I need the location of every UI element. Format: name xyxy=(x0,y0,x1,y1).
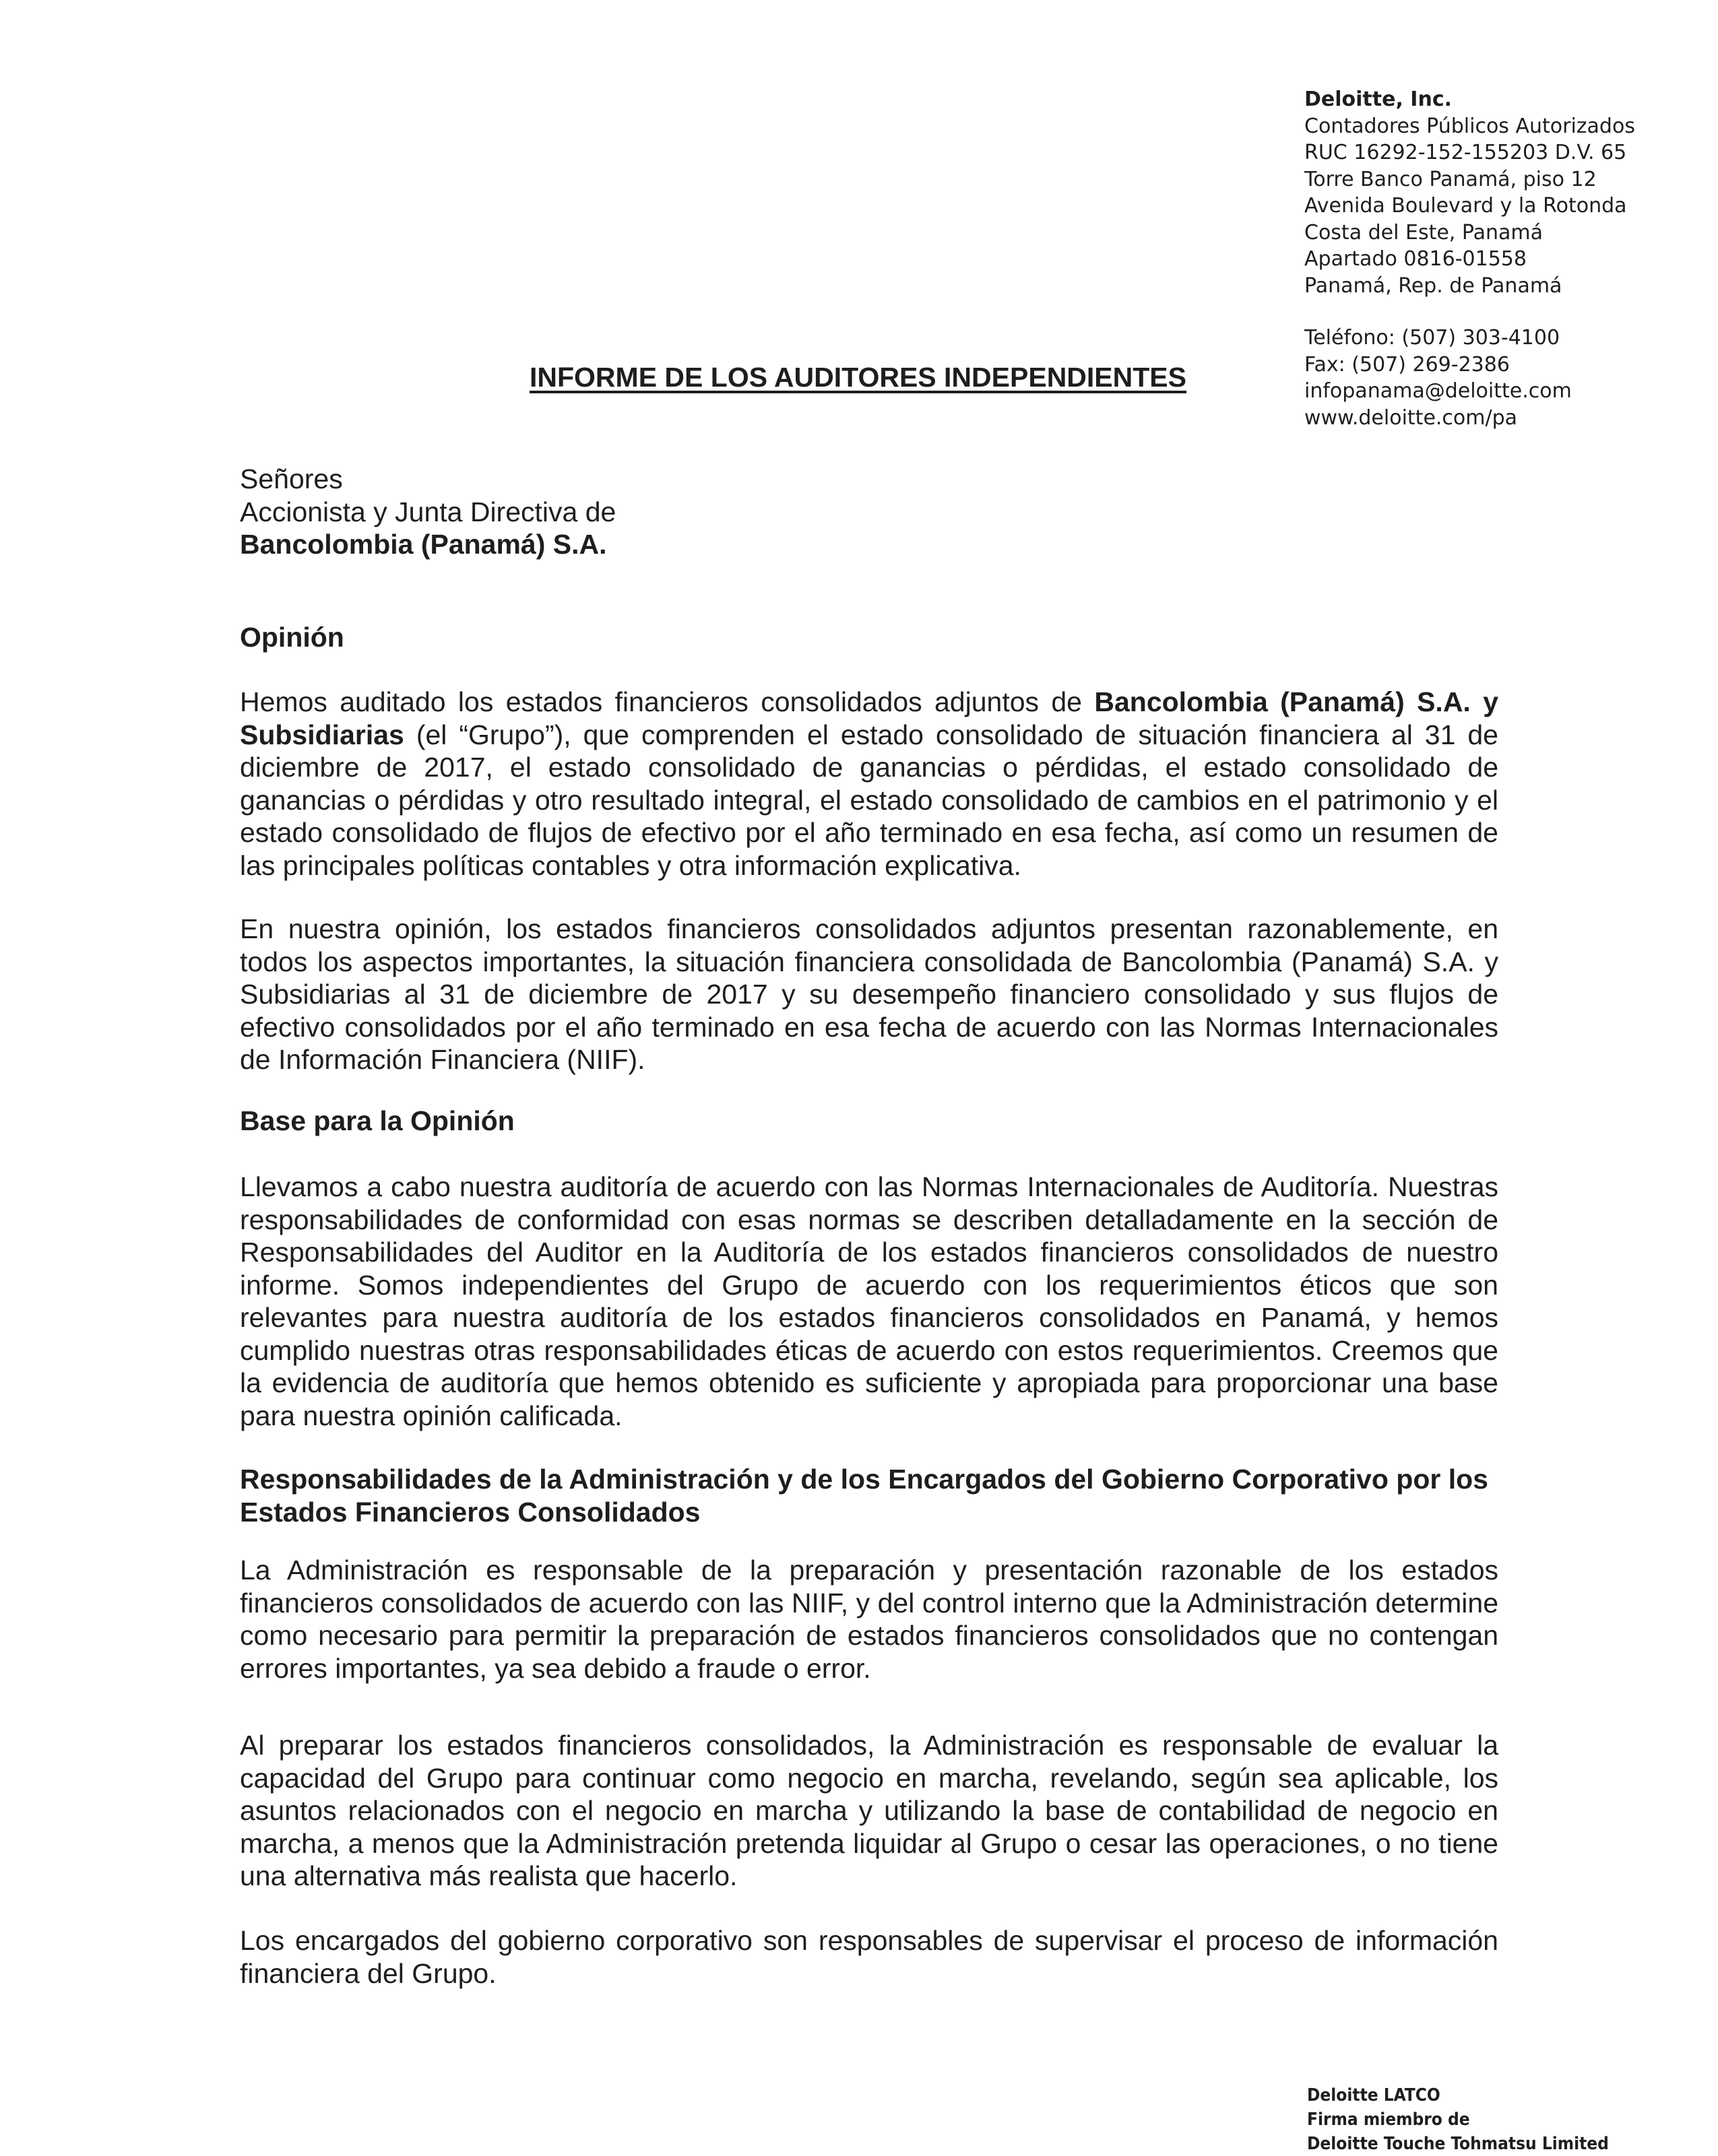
opinion-heading: Opinión xyxy=(240,622,344,653)
opinion-p1-body: (el “Grupo”), que comprenden el estado consolidado de situación financiera al 31 de diciembre de 2017, el estado consolidado de ganancias o pérdidas, el estado consolidado de ganancias o pérdidas y otro resultado integral, el estado consolidado de cambios en el patrimonio y el estado consolidado de flujos de efectivo por el año terminado en esa fecha, así como un resumen de las principales políticas contables y otra información explicativa. xyxy=(240,719,1498,881)
basis-paragraph-1: Llevamos a cabo nuestra auditoría de acuerdo con las Normas Internacionales de Auditoría. Nuestras responsabilidades de conformidad con esas normas se describen detalladamente en la sección de Responsabilidades del Auditor en la Auditoría de los estados financieros consolidados de nuestro informe. Somos independientes del Grupo de acuerdo con los requerimientos éticos que son relevantes para nuestra auditoría de los estados financieros consolidados en Panamá, y hemos cumplido nuestras otras responsabilidades éticas de acuerdo con estos requerimientos. Creemos que la evidencia de auditoría que hemos obtenido es suficiente y apropiada para proporcionar una base para nuestra opinión calificada. xyxy=(240,1171,1498,1431)
section-basis-paragraph xyxy=(240,1171,1498,1432)
letterhead-address-line: Contadores Públicos Autorizados xyxy=(1304,114,1635,138)
section-basis-heading xyxy=(240,1105,1498,1138)
letterhead-company: Deloitte, Inc. xyxy=(1304,88,1452,111)
responsibilities-paragraph-2: Al preparar los estados financieros consolidados, la Administración es responsable de evaluar la capacidad del Grupo para continuar como negocio en marcha, revelando, según sea aplicable, los asuntos relacionados con el negocio en marcha y utilizando la base de contabilidad de negocio en marcha, a menos que la Administración pretenda liquidar al Grupo o cesar las operaciones, o no tiene una alternativa más realista que hacerlo. xyxy=(240,1730,1498,1891)
section-opinion-paragraph-1 xyxy=(240,686,1498,882)
section-responsibilities-paragraph-1 xyxy=(240,1554,1498,1685)
letterhead-fax: Fax: (507) 269-2386 xyxy=(1304,352,1510,377)
letterhead xyxy=(1304,86,1655,431)
footer-member-of: Firma miembro de xyxy=(1307,2110,1470,2130)
opinion-paragraph-2: En nuestra opinión, los estados financieros consolidados adjuntos presentan razonablemente, en todos los aspectos importantes, la situación financiera consolidada de Bancolombia (Panamá) S.A. y Subsidiarias al 31 de diciembre de 2017 y su desempeño financiero consolidado y sus flujos de efectivo consolidados por el año terminado en esa fecha de acuerdo con las Normas Internacionales de Información Financiera (NIIF). xyxy=(240,913,1498,1075)
letterhead-phone: Teléfono: (507) 303-4100 xyxy=(1304,326,1560,350)
addressee-salutation: Señores xyxy=(240,463,343,494)
responsibilities-heading: Responsabilidades de la Administración y de los Encargados del Gobierno Corporativo por los Estados Financieros Consolidados xyxy=(240,1464,1488,1528)
addressee-block xyxy=(240,463,616,561)
basis-heading: Base para la Opinión xyxy=(240,1105,515,1136)
footer-network-name: Deloitte Touche Tohmatsu Limited xyxy=(1307,2134,1609,2154)
letterhead-address-line: Costa del Este, Panamá xyxy=(1304,220,1543,244)
section-opinion-paragraph-2 xyxy=(240,913,1498,1076)
letterhead-spacer xyxy=(1304,299,1655,325)
opinion-paragraph-1 xyxy=(240,686,1498,882)
letterhead-address-line: Torre Banco Panamá, piso 12 xyxy=(1304,167,1597,191)
entity-name-bold: Bancolombia (Panamá) S.A. y Subsidiarias xyxy=(240,686,1498,750)
opinion-p1-intro: Hemos auditado los estados financieros consolidados adjuntos de xyxy=(240,686,1095,717)
letterhead-address-line: Avenida Boulevard y la Rotonda xyxy=(1304,194,1627,218)
report-title: INFORME DE LOS AUDITORES INDEPENDIENTES xyxy=(530,362,1186,393)
responsibilities-paragraph-1: La Administración es responsable de la preparación y presentación razonable de los estados financieros consolidados de acuerdo con las NIIF, y del control interno que la Administración determine como necesario para permitir la preparación de estados financieros consolidados que no contengan errores importantes, ya sea debido a fraude o error. xyxy=(240,1555,1498,1684)
section-responsibilities-paragraph-3 xyxy=(240,1924,1498,1990)
section-responsibilities-heading xyxy=(240,1463,1498,1528)
letterhead-website: www.deloitte.com/pa xyxy=(1304,405,1518,430)
letterhead-address-line: Panamá, Rep. de Panamá xyxy=(1304,273,1562,298)
letterhead-email: infopanama@deloitte.com xyxy=(1304,379,1572,403)
footer-firm-block xyxy=(1307,2083,1609,2156)
footer-firm-name: Deloitte LATCO xyxy=(1307,2085,1440,2105)
section-opinion-heading xyxy=(240,621,1498,654)
addressee-recipients: Accionista y Junta Directiva de xyxy=(240,496,616,527)
letterhead-address-line: Apartado 0816-01558 xyxy=(1304,247,1527,271)
section-responsibilities-paragraph-2 xyxy=(240,1729,1498,1893)
letterhead-address-line: RUC 16292-152-155203 D.V. 65 xyxy=(1304,141,1627,164)
responsibilities-paragraph-3: Los encargados del gobierno corporativo son responsables de supervisar el proceso de información financiera del Grupo. xyxy=(240,1925,1498,1989)
addressee-company: Bancolombia (Panamá) S.A. xyxy=(240,529,607,560)
